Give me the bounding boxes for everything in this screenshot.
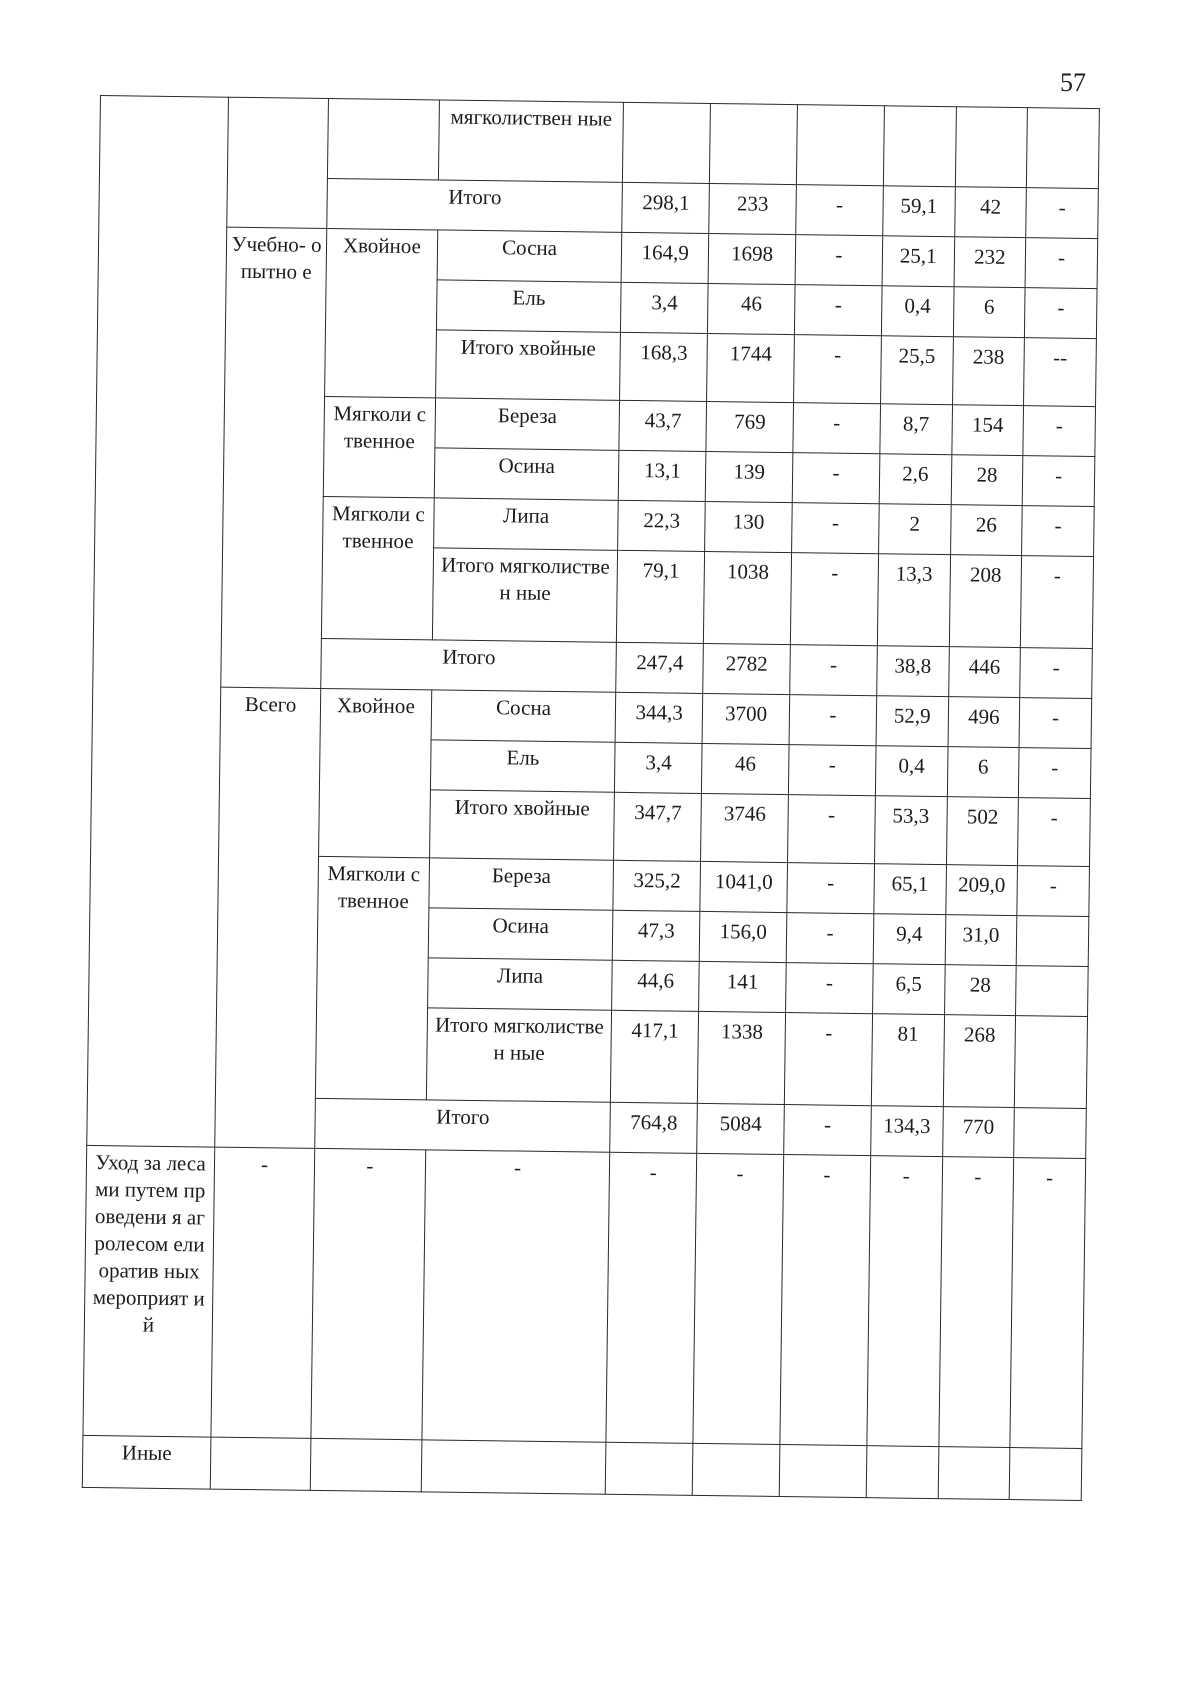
value-cell: - [1026,188,1098,239]
value-cell: - [794,335,882,404]
value-cell: 26 [950,505,1022,556]
value-cell: 44,6 [612,960,700,1011]
category-cell: - [311,1148,426,1439]
value-cell: 43,7 [619,400,707,451]
category-cell: Хвойное [319,688,432,857]
group-cell [227,97,329,228]
value-cell: 496 [948,697,1020,748]
value-cell: 130 [705,501,793,552]
species-cell: Береза [435,398,620,450]
value-cell: 52,9 [876,696,948,747]
value-cell: 25,5 [880,336,953,405]
group-cell [210,1437,311,1490]
value-cell [883,106,956,187]
species-cell: Итого мягколиствен ные [432,548,618,642]
species-cell: Сосна [431,690,616,742]
category-cell: Хвойное [325,228,438,397]
category-cell: Мягколи ственное [321,496,434,639]
value-cell: - [867,1156,942,1447]
value-cell: - [790,553,878,646]
value-cell: 1698 [708,233,796,284]
value-cell: 6 [953,287,1025,338]
value-cell: - [792,453,880,504]
value-cell: 502 [946,797,1019,866]
species-cell: Осина [428,908,613,960]
subtotal-label: Итого [327,178,623,232]
value-cell: - [1022,456,1094,507]
value-cell: 325,2 [613,860,701,911]
value-cell: 1038 [704,551,792,644]
activity-cell [87,96,229,1148]
value-cell [779,1445,867,1498]
value-cell: - [790,645,878,696]
value-cell: 13,3 [877,554,950,647]
value-cell: 247,4 [616,642,704,693]
value-cell: 8,7 [880,404,952,455]
value-cell: 232 [954,237,1026,288]
species-cell: Береза [429,858,614,910]
value-cell: 1338 [698,1011,786,1104]
value-cell: 233 [709,183,797,234]
value-cell: 268 [943,1015,1016,1108]
value-cell: 22,3 [618,500,706,551]
value-cell: 42 [954,187,1026,238]
value-cell: - [786,913,874,964]
value-cell: 298,1 [622,182,710,233]
value-cell: 156,0 [699,911,787,962]
value-cell: - [788,795,876,864]
species-cell: Сосна [437,230,622,282]
value-cell: 53,3 [874,796,947,865]
value-cell: - [784,1105,872,1156]
value-cell: 59,1 [883,186,955,237]
value-cell [1014,1108,1086,1159]
species-cell: Ель [436,280,621,332]
value-cell [710,103,798,184]
value-cell [692,1443,780,1496]
value-cell: 3,4 [621,282,709,333]
category-cell [327,98,439,179]
subtotal-label: Итого [315,1098,611,1152]
species-cell: Итого мягколиствен ные [426,1008,612,1102]
value-cell: 168,3 [620,332,708,401]
value-cell: 46 [702,743,790,794]
subtotal-label: Итого [321,638,617,692]
value-cell: - [1010,1158,1086,1449]
value-cell: - [795,235,883,286]
value-cell: 6,5 [872,964,944,1015]
value-cell: - [1023,406,1095,457]
value-cell: 6 [947,747,1019,798]
value-cell: 764,8 [610,1102,698,1153]
value-cell: 38,8 [877,646,949,697]
value-cell [1027,108,1100,189]
value-cell [1009,1448,1081,1501]
value-cell: 47,3 [613,910,701,961]
value-cell: 3746 [701,793,789,862]
category-cell: Мягколи ственное [323,396,435,497]
value-cell: 2 [878,504,950,555]
group-cell: Учебно- опытно е [221,227,327,688]
value-cell: - [1018,798,1091,867]
value-cell: - [1021,556,1094,649]
value-cell: - [787,863,875,914]
value-cell: - [693,1153,784,1444]
value-cell: 347,7 [614,792,702,861]
value-cell: - [795,285,883,336]
table-row [83,1145,1086,1448]
value-cell: 139 [705,451,793,502]
value-cell: 238 [952,337,1025,406]
value-cell: 769 [706,401,794,452]
value-cell: 209,0 [945,865,1017,916]
value-cell: 3700 [702,693,790,744]
value-cell: - [1017,866,1089,917]
value-cell: 154 [951,405,1023,456]
species-cell: - [422,1150,610,1442]
species-cell: Итого хвойные [435,330,620,400]
value-cell: 81 [871,1014,944,1107]
value-cell: - [788,745,876,796]
group-cell: - [211,1147,315,1438]
value-cell: - [796,185,884,236]
species-cell: Липа [427,958,612,1010]
value-cell [938,1447,1010,1500]
table-row [99,96,1099,189]
value-cell: - [938,1157,1013,1448]
value-cell [866,1446,938,1499]
activity-cell: Уход за лесами путем проведени я агролесом елиоратив ных мероприят ий [83,1145,215,1437]
category-cell [310,1438,421,1491]
value-cell: 5084 [697,1103,785,1154]
value-cell: - [789,695,877,746]
value-cell: 134,3 [871,1106,943,1157]
value-cell [623,102,711,183]
value-cell: 2782 [703,643,791,694]
value-cell: 141 [699,961,787,1012]
value-cell: 13,1 [619,450,707,501]
value-cell: 344,3 [615,692,703,743]
value-cell: - [1025,238,1097,289]
value-cell [796,105,884,186]
species-cell: Липа [433,498,618,550]
value-cell: 2,6 [879,454,951,505]
value-cell: - [1020,648,1092,699]
value-cell: 46 [708,283,796,334]
value-cell: 31,0 [945,915,1017,966]
value-cell: 3,4 [615,742,703,793]
value-cell: 65,1 [874,864,946,915]
value-cell: 770 [942,1107,1014,1158]
value-cell: 1744 [707,333,795,402]
value-cell: - [784,1013,872,1106]
value-cell: - [780,1155,871,1446]
value-cell: 28 [944,965,1016,1016]
value-cell: 25,1 [882,236,954,287]
value-cell: 28 [951,455,1023,506]
value-cell [1016,916,1088,967]
species-cell [421,1440,606,1494]
value-cell: - [786,963,874,1014]
value-cell: 0,4 [881,286,953,337]
value-cell: 208 [949,555,1022,648]
value-cell: - [1019,748,1091,799]
value-cell: 1041,0 [700,861,788,912]
activity-cell: Иные [82,1435,211,1489]
forest-table [82,95,1100,1501]
value-cell: - [606,1152,697,1443]
value-cell: 164,9 [621,232,709,283]
value-cell: 446 [948,647,1020,698]
value-cell: -- [1024,338,1097,407]
value-cell: - [1022,506,1094,557]
category-cell: Мягколи ственное [315,856,429,1099]
value-cell: - [793,403,881,454]
value-cell: - [1025,288,1097,339]
species-cell: Осина [434,448,619,500]
group-cell: Всего [215,687,321,1148]
value-cell: - [1019,698,1091,749]
value-cell [1016,966,1088,1017]
value-cell [955,107,1028,188]
value-cell [606,1442,694,1495]
value-cell: 9,4 [873,914,945,965]
species-cell: Итого хвойные [429,790,614,860]
species-cell: Ель [430,740,615,792]
value-cell [1015,1016,1088,1109]
value-cell: 79,1 [617,550,705,643]
value-cell: 417,1 [611,1010,699,1103]
value-cell: - [792,503,880,554]
species-cell: мягколиствен ные [438,100,624,182]
page-number: 57 [1060,68,1086,97]
value-cell: 0,4 [875,746,947,797]
